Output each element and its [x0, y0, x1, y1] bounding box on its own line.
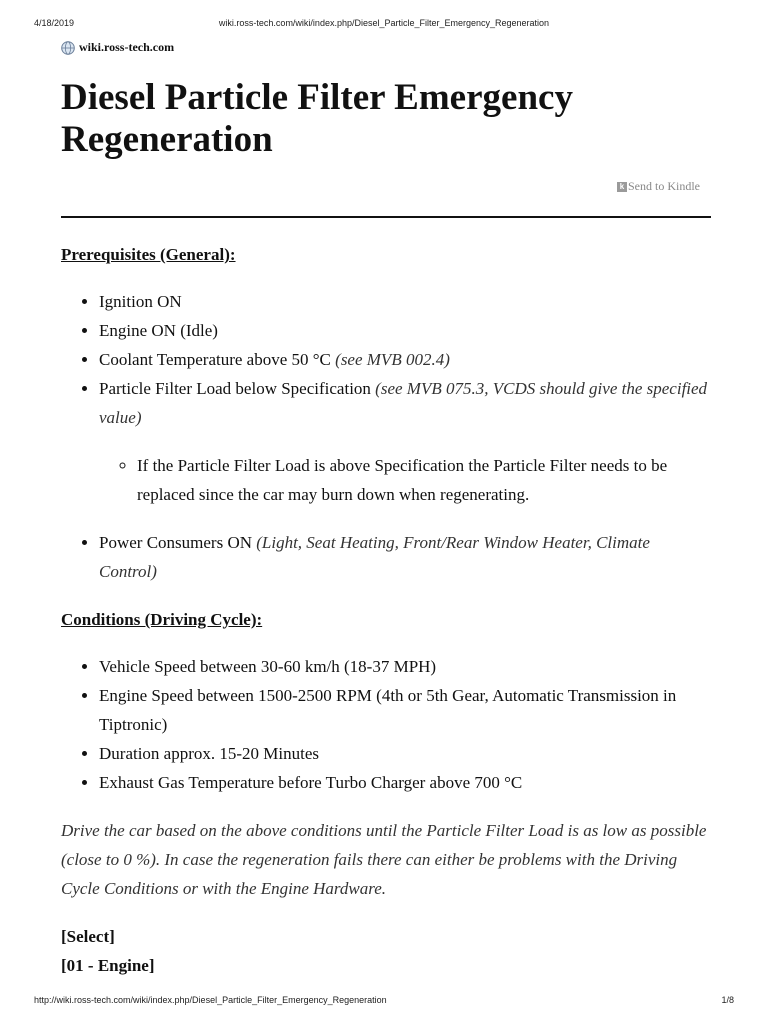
item-text: Power Consumers ON [99, 533, 252, 552]
title-divider [61, 216, 711, 218]
list-item: • Engine Speed between 1500-2500 RPM (4th or 5th Gear, Automatic Transmission in Tiptronic) [99, 681, 711, 739]
page-number: 1/8 [721, 995, 734, 1005]
item-note: (see MVB 002.4) [330, 350, 450, 369]
send-to-kindle-label: Send to Kindle [628, 179, 700, 193]
item-text: Engine ON (Idle) [99, 321, 218, 340]
list-item [99, 528, 711, 586]
item-text: Ignition ON [99, 292, 182, 311]
item-note: (Light, Seat Heating, Front/Rear Window Heater, Climate Control) [99, 533, 650, 581]
list-item [99, 345, 711, 374]
site-name: wiki.ross-tech.com [79, 40, 175, 54]
prerequisites-list [61, 287, 711, 586]
kindle-icon: k [617, 182, 627, 192]
print-date: 4/18/2019 [34, 18, 75, 28]
article-body [61, 240, 711, 980]
site-link[interactable] [61, 40, 174, 55]
list-item: • Exhaust Gas Temperature before Turbo Charger above 700 °C [99, 768, 711, 797]
instruction-paragraph: Drive the car based on the above conditions until the Particle Filter Load is as low as possible (close to 0 %). In case the regeneration fails there can either be problems with the Driving Cycle Conditions or with the Engine Hardware. [61, 821, 707, 898]
list-item [99, 287, 711, 316]
conditions-list [61, 652, 711, 797]
conditions-heading: Conditions (Driving Cycle): [61, 610, 263, 629]
list-item [99, 374, 711, 509]
send-to-kindle-link[interactable] [617, 179, 700, 194]
page-title: Diesel Particle Filter Emergency Regeneration [61, 77, 573, 160]
print-url: wiki.ross-tech.com/wiki/index.php/Diesel_Particle_Filter_Emergency_Regeneration [218, 18, 550, 28]
list-item: • Duration approx. 15-20 Minutes [99, 739, 711, 768]
item-text: Particle Filter Load below Specification [99, 379, 371, 398]
sub-list [99, 451, 711, 509]
item-note: (see MVB 075.3, VCDS should give the specified value) [99, 379, 708, 427]
prerequisites-heading: Prerequisites (General): [61, 245, 236, 264]
footer-url: http://wiki.ross-tech.com/wiki/index.php/Diesel_Particle_Filter_Emergency_Regeneration [34, 995, 387, 1005]
step-select: [Select] [61, 927, 115, 946]
item-text: Coolant Temperature above 50 °C [99, 350, 331, 369]
list-item: • Vehicle Speed between 30-60 km/h (18-37 MPH) [99, 652, 711, 681]
list-item [99, 316, 711, 345]
step-engine: [01 - Engine] [61, 956, 155, 975]
globe-icon [61, 41, 75, 55]
sub-list-item: ◦ If the Particle Filter Load is above Specification the Particle Filter needs to be replaced since the car may burn down when regenerating. [137, 451, 711, 509]
